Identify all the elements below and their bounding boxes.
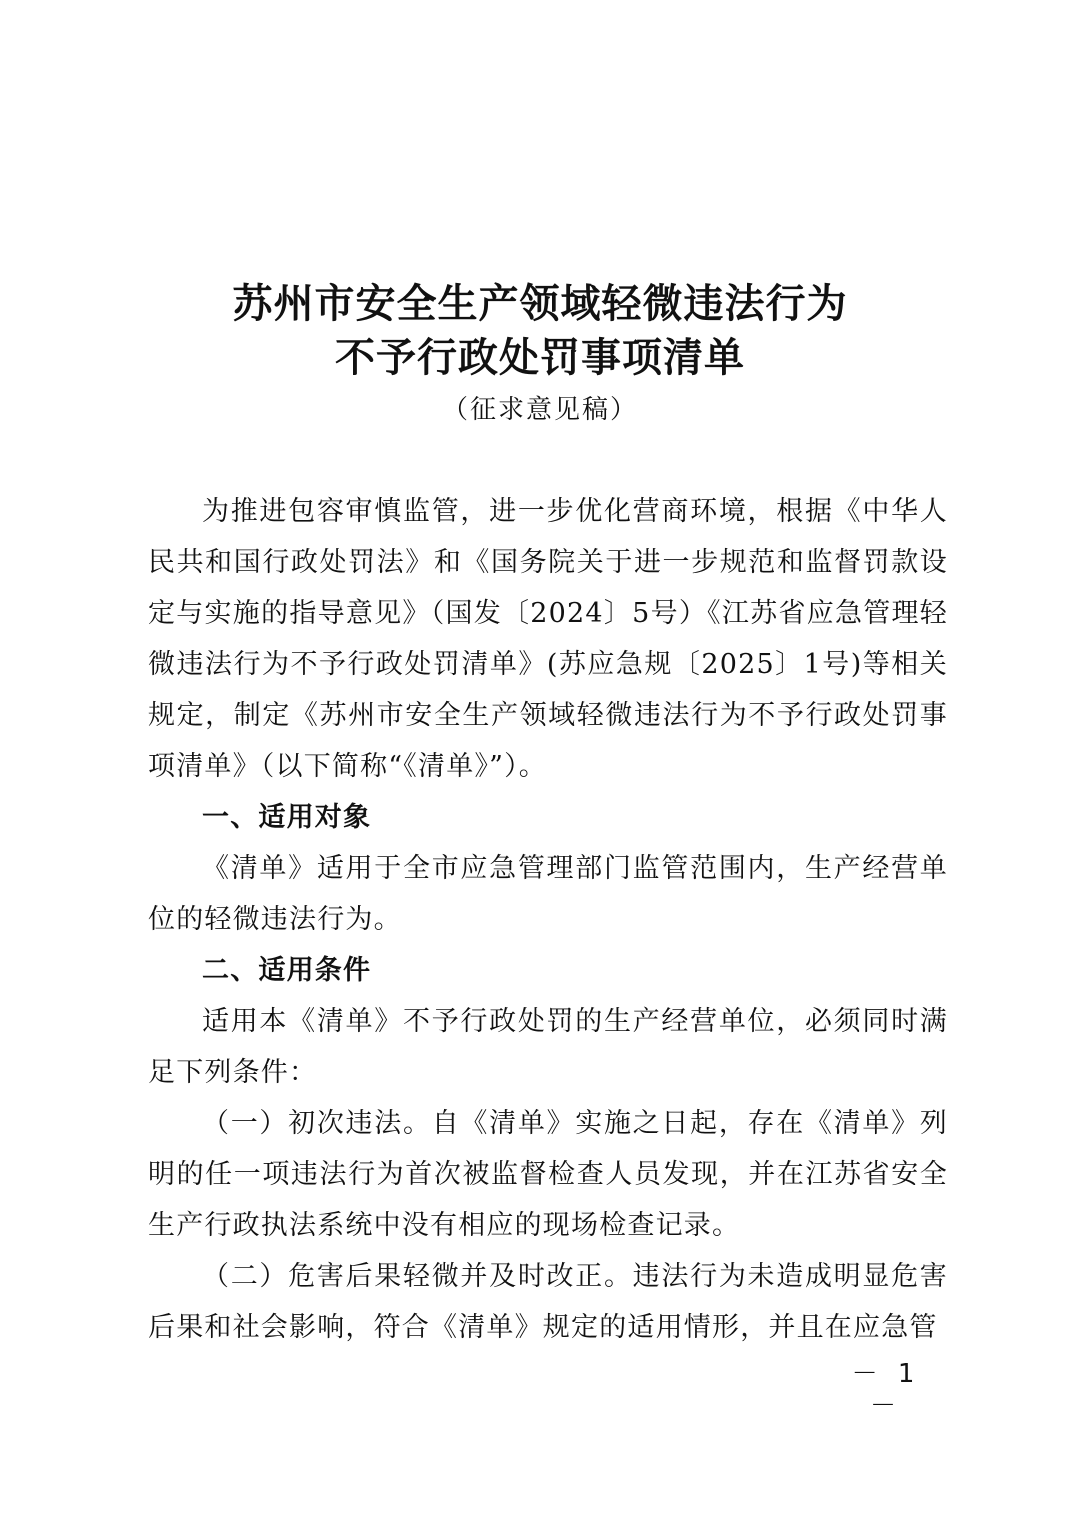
section2-paragraph: 适用本《清单》不予行政处罚的生产经营单位，必须同时满足下列条件： xyxy=(148,1006,948,1088)
section1-paragraph: 《清单》适用于全市应急管理部门监管范围内，生产经营单位的轻微违法行为。 xyxy=(148,853,948,935)
section1-heading: 一、适用对象 xyxy=(202,802,372,833)
document-body xyxy=(148,486,948,1353)
document-title-line1: 苏州市安全生产领域轻微违法行为 xyxy=(232,280,848,327)
condition-item-1: （一）初次违法。自《清单》实施之日起，存在《清单》列明的任一项违法行为首次被监督检查人员发现，并在江苏省安全生产行政执法系统中没有相应的现场检查记录。 xyxy=(148,1108,948,1241)
condition-item-2: （二）危害后果轻微并及时改正。违法行为未造成明显危害后果和社会影响，符合《清单》规定的适用情形，并且在应急管 xyxy=(148,1261,948,1343)
section2-heading: 二、适用条件 xyxy=(202,955,372,986)
document-title-line2: 不予行政处罚事项清单 xyxy=(335,334,745,381)
document-subtitle: （征求意见稿） xyxy=(441,395,638,425)
page-number: － 1 － xyxy=(851,1359,921,1421)
intro-paragraph: 为推进包容审慎监管，进一步优化营商环境，根据《中华人民共和国行政处罚法》和《国务院关于进一步规范和监督罚款设定与实施的指导意见》（国发〔2024〕5号）《江苏省应急管理轻微违法行为不予行政处罚清单》(苏应急规〔2025〕1号)等相关规定，制定《苏州市安全生产领域轻微违法行为不予行政处罚事项清单》（以下简称“《清单》”）。 xyxy=(148,496,948,782)
